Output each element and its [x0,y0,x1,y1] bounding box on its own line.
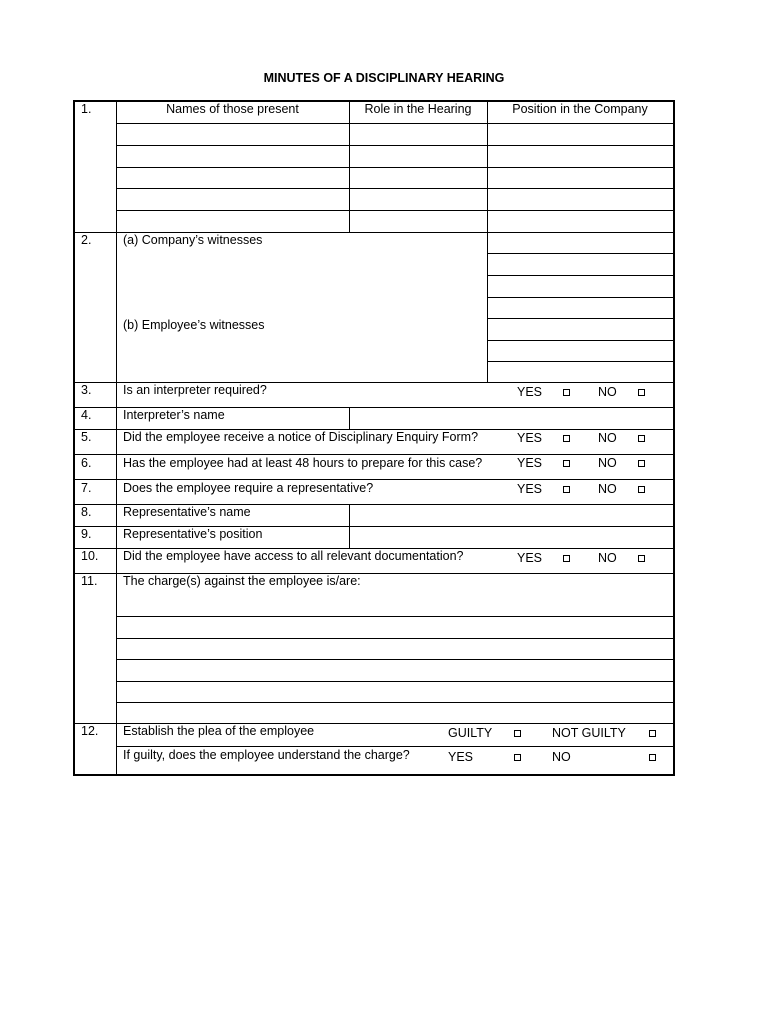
employee-witnesses-label: (b) Employee’s witnesses [123,318,265,332]
names-present-header: Names of those present [166,102,299,116]
guilty-checkbox[interactable] [514,730,521,737]
number-column-divider [116,102,117,774]
no-label: NO [598,482,617,496]
yes-label: YES [517,431,543,445]
no-checkbox[interactable] [638,389,645,396]
not-guilty-checkbox[interactable] [649,730,656,737]
no-checkbox[interactable] [638,435,645,442]
notice-received-label: Did the employee receive a notice of Disciplinary Enquiry Form? [123,430,479,444]
row-line [116,188,673,189]
yes-checkbox[interactable] [563,460,570,467]
witness-line [487,297,673,298]
yes-checkbox[interactable] [563,435,570,442]
row-line [116,145,673,146]
yes-label: YES [517,551,543,565]
witness-line [487,361,673,362]
charges-label: The charge(s) against the employee is/are: [123,574,361,588]
yes-label: YES [448,750,474,764]
page-title: MINUTES OF A DISCIPLINARY HEARING [263,71,505,85]
row-number: 11. [81,574,98,588]
company-witnesses-label: (a) Company’s witnesses [123,233,263,247]
witness-line [487,253,673,254]
no-checkbox[interactable] [638,486,645,493]
preparation-time-label: Has the employee had at least 48 hours to prepare for this case? [123,456,483,470]
yes-checkbox[interactable] [514,754,521,761]
representative-name-label: Representative’s name [123,505,251,519]
row-number: 3. [81,383,92,397]
yes-label: YES [517,385,543,399]
role-header: Role in the Hearing [364,102,472,116]
column-divider [349,408,350,429]
no-label: NO [598,385,617,399]
charge-line [116,681,673,682]
yes-checkbox[interactable] [563,555,570,562]
representative-position-label: Representative’s position [123,527,263,541]
column-divider [349,527,350,548]
documentation-access-label: Did the employee have access to all relevant documentation? [123,549,464,563]
row-number: 12. [81,724,99,738]
representative-required-label: Does the employee require a representative? [123,481,374,495]
row-number: 7. [81,481,92,495]
yes-checkbox[interactable] [563,389,570,396]
understand-charge-label: If guilty, does the employee understand the charge? [123,748,410,762]
no-checkbox[interactable] [649,754,656,761]
charge-line [116,659,673,660]
witness-line [487,318,673,319]
section-divider [75,479,673,480]
row-number: 9. [81,527,92,541]
row-number: 4. [81,408,92,422]
row-line [116,210,673,211]
no-checkbox[interactable] [638,555,645,562]
row-number: 6. [81,456,92,470]
not-guilty-label: NOT GUILTY [552,726,626,740]
charge-line [116,702,673,703]
row-number: 5. [81,430,92,444]
row-line [116,167,673,168]
row-line [116,123,673,124]
plea-label: Establish the plea of the employee [123,724,315,738]
charge-line [116,638,673,639]
row-line [116,746,673,747]
charge-line [116,616,673,617]
yes-label: YES [517,456,543,470]
witness-line [487,275,673,276]
row-number: 10. [81,549,99,563]
no-label: NO [598,431,617,445]
no-label: NO [552,750,571,764]
no-checkbox[interactable] [638,460,645,467]
yes-label: YES [517,482,543,496]
no-label: NO [598,456,617,470]
column-divider [349,505,350,526]
position-header: Position in the Company [512,102,648,116]
yes-checkbox[interactable] [563,486,570,493]
interpreter-required-label: Is an interpreter required? [123,383,267,397]
witness-line [487,340,673,341]
row-number: 1. [81,102,92,116]
no-label: NO [598,551,617,565]
row-number: 8. [81,505,92,519]
guilty-label: GUILTY [448,726,493,740]
interpreter-name-label: Interpreter’s name [123,408,225,422]
row-number: 2. [81,233,92,247]
section-divider [75,454,673,455]
